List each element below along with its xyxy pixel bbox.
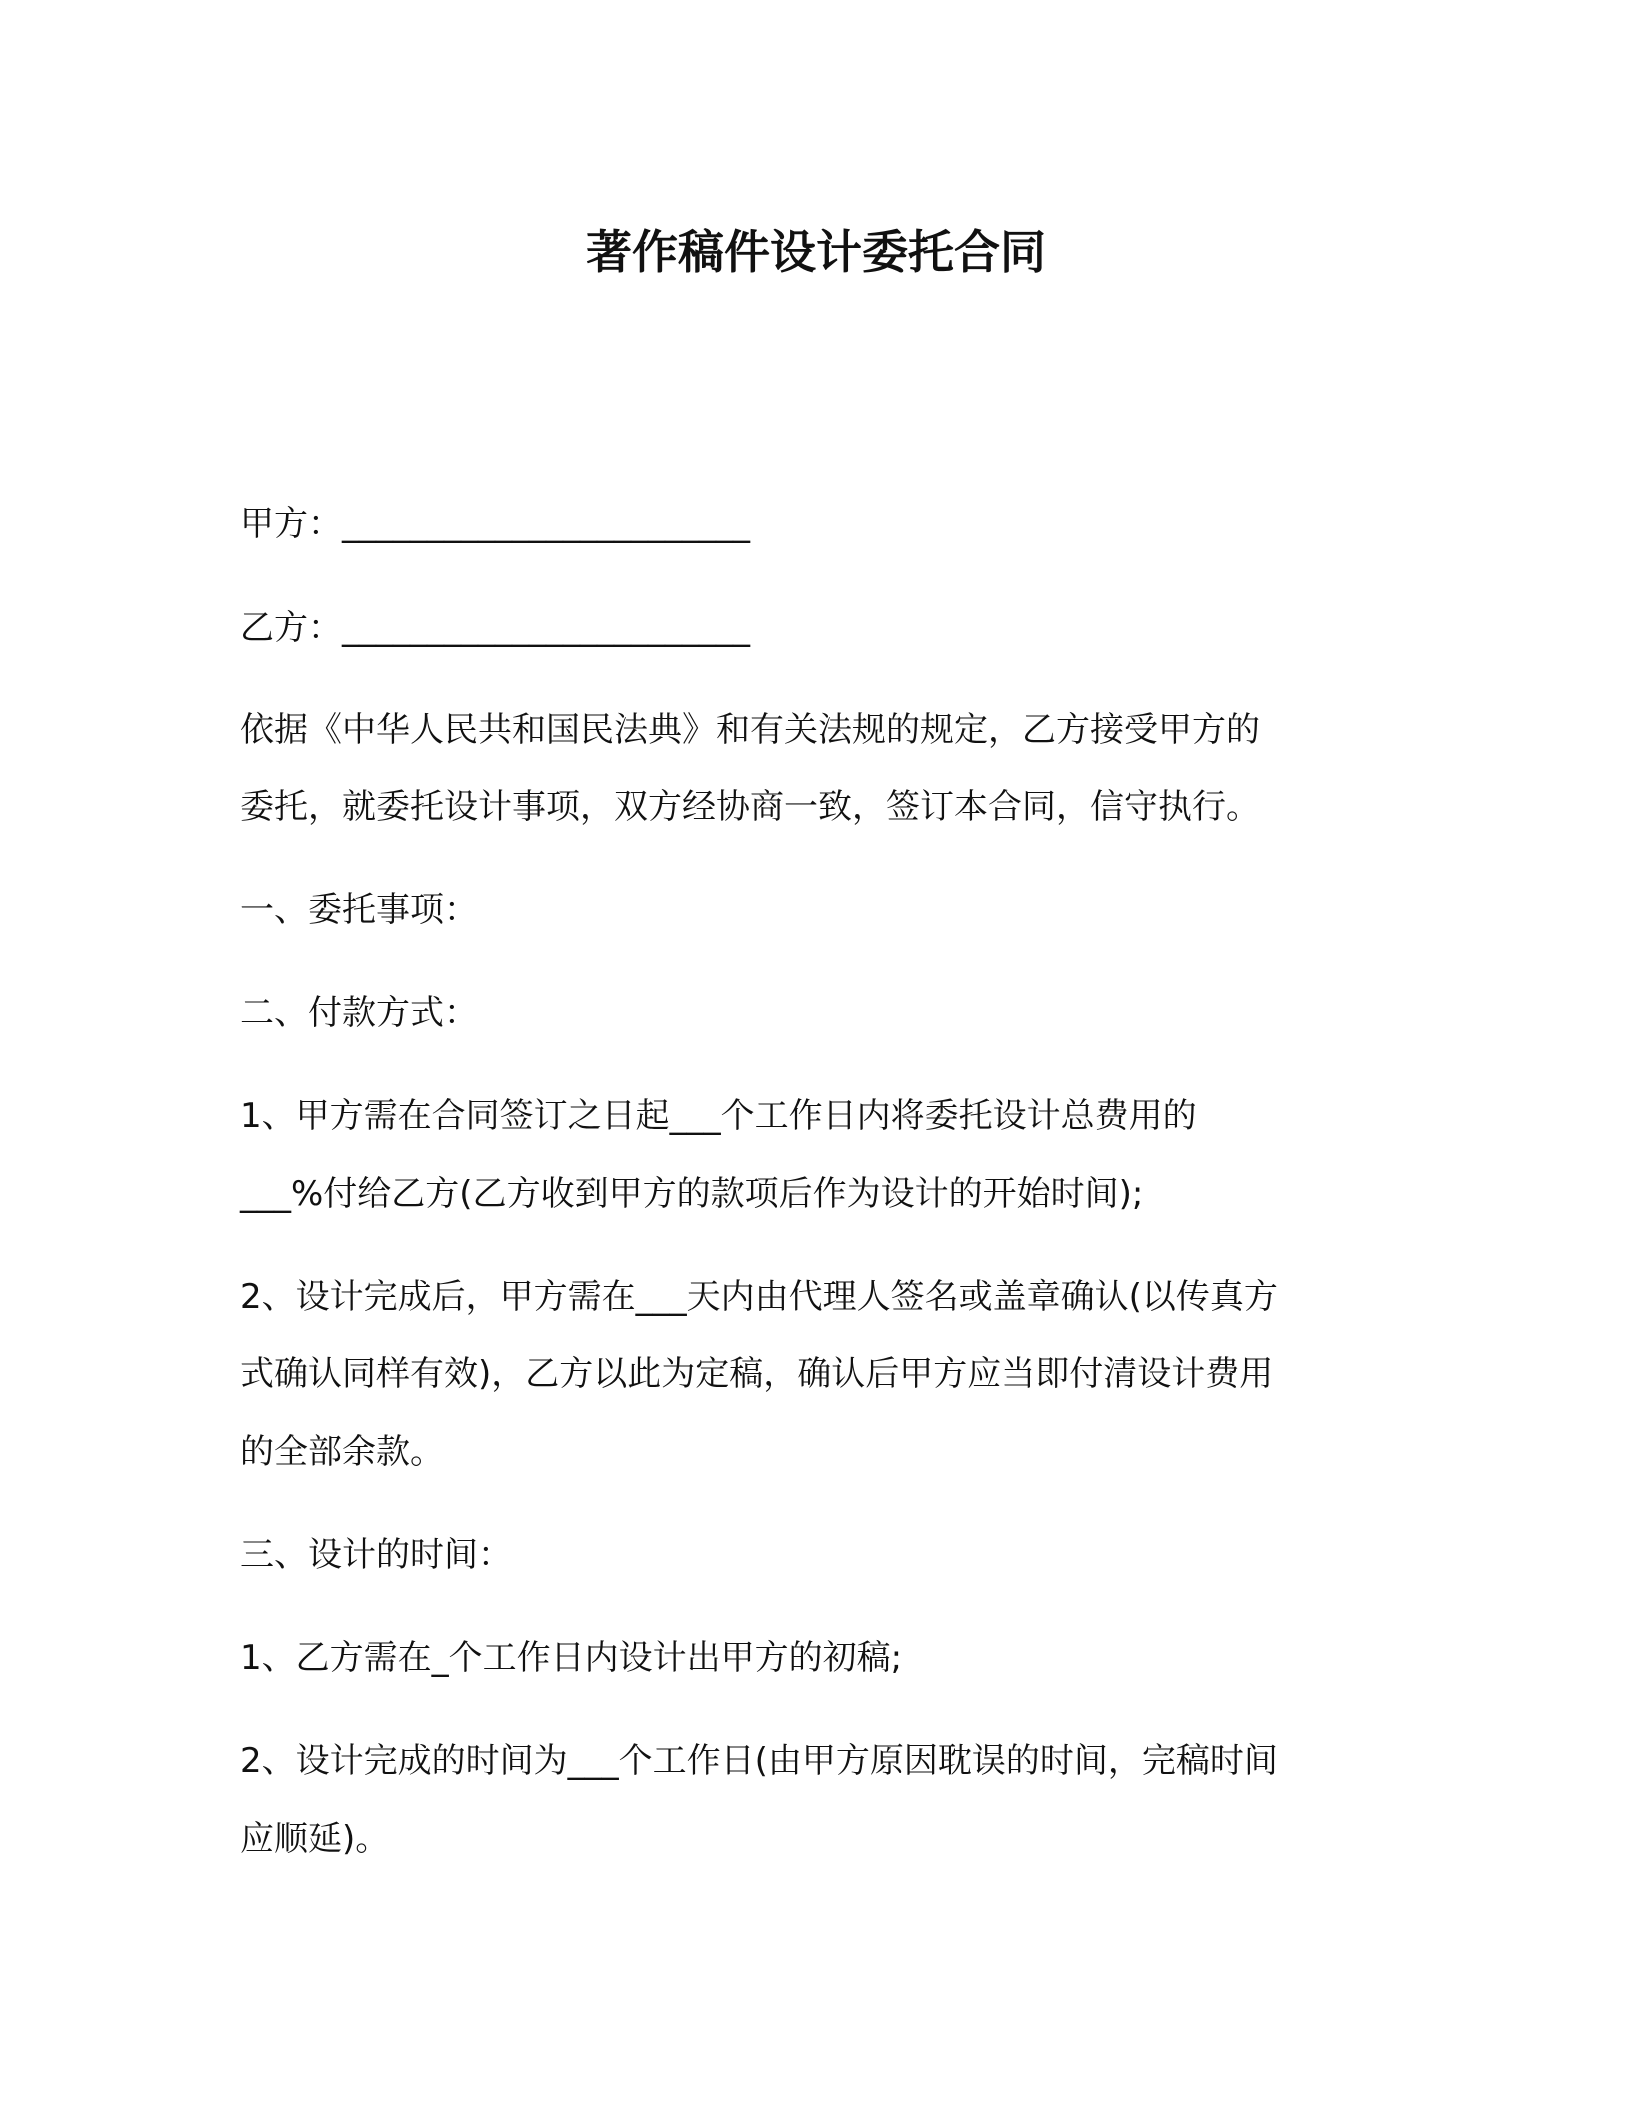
document-title: 著作稿件设计委托合同: [586, 225, 1046, 279]
party-b-line: 乙方：________________________: [240, 608, 750, 648]
preamble-line-1: 依据《中华人民共和国民法典》和有关法规的规定，乙方接受甲方的: [240, 710, 1260, 750]
clause-3-2-line-2: 应顺延)。: [240, 1819, 390, 1859]
clause-3-1-line-1: 1、乙方需在_个工作日内设计出甲方的初稿;: [240, 1638, 903, 1678]
clause-2-2-line-1: 2、设计完成后，甲方需在___天内由代理人签名或盖章确认(以传真方: [240, 1277, 1278, 1317]
section-heading-3: 三、设计的时间：: [240, 1535, 512, 1575]
clause-2-1-line-2: ___%付给乙方(乙方收到甲方的款项后作为设计的开始时间);: [240, 1174, 1144, 1214]
section-heading-1: 一、委托事项：: [240, 890, 478, 930]
clause-2-2-line-3: 的全部余款。: [240, 1432, 444, 1472]
clause-2-1-line-1: 1、甲方需在合同签订之日起___个工作日内将委托设计总费用的: [240, 1096, 1197, 1136]
party-a-line: 甲方：________________________: [240, 504, 750, 544]
clause-3-2-line-1: 2、设计完成的时间为___个工作日(由甲方原因耽误的时间，完稿时间: [240, 1741, 1278, 1781]
section-heading-2: 二、付款方式：: [240, 993, 478, 1033]
clause-2-2-line-2: 式确认同样有效)，乙方以此为定稿，确认后甲方应当即付清设计费用: [240, 1354, 1274, 1394]
preamble-line-2: 委托，就委托设计事项，双方经协商一致，签订本合同，信守执行。: [240, 787, 1260, 827]
